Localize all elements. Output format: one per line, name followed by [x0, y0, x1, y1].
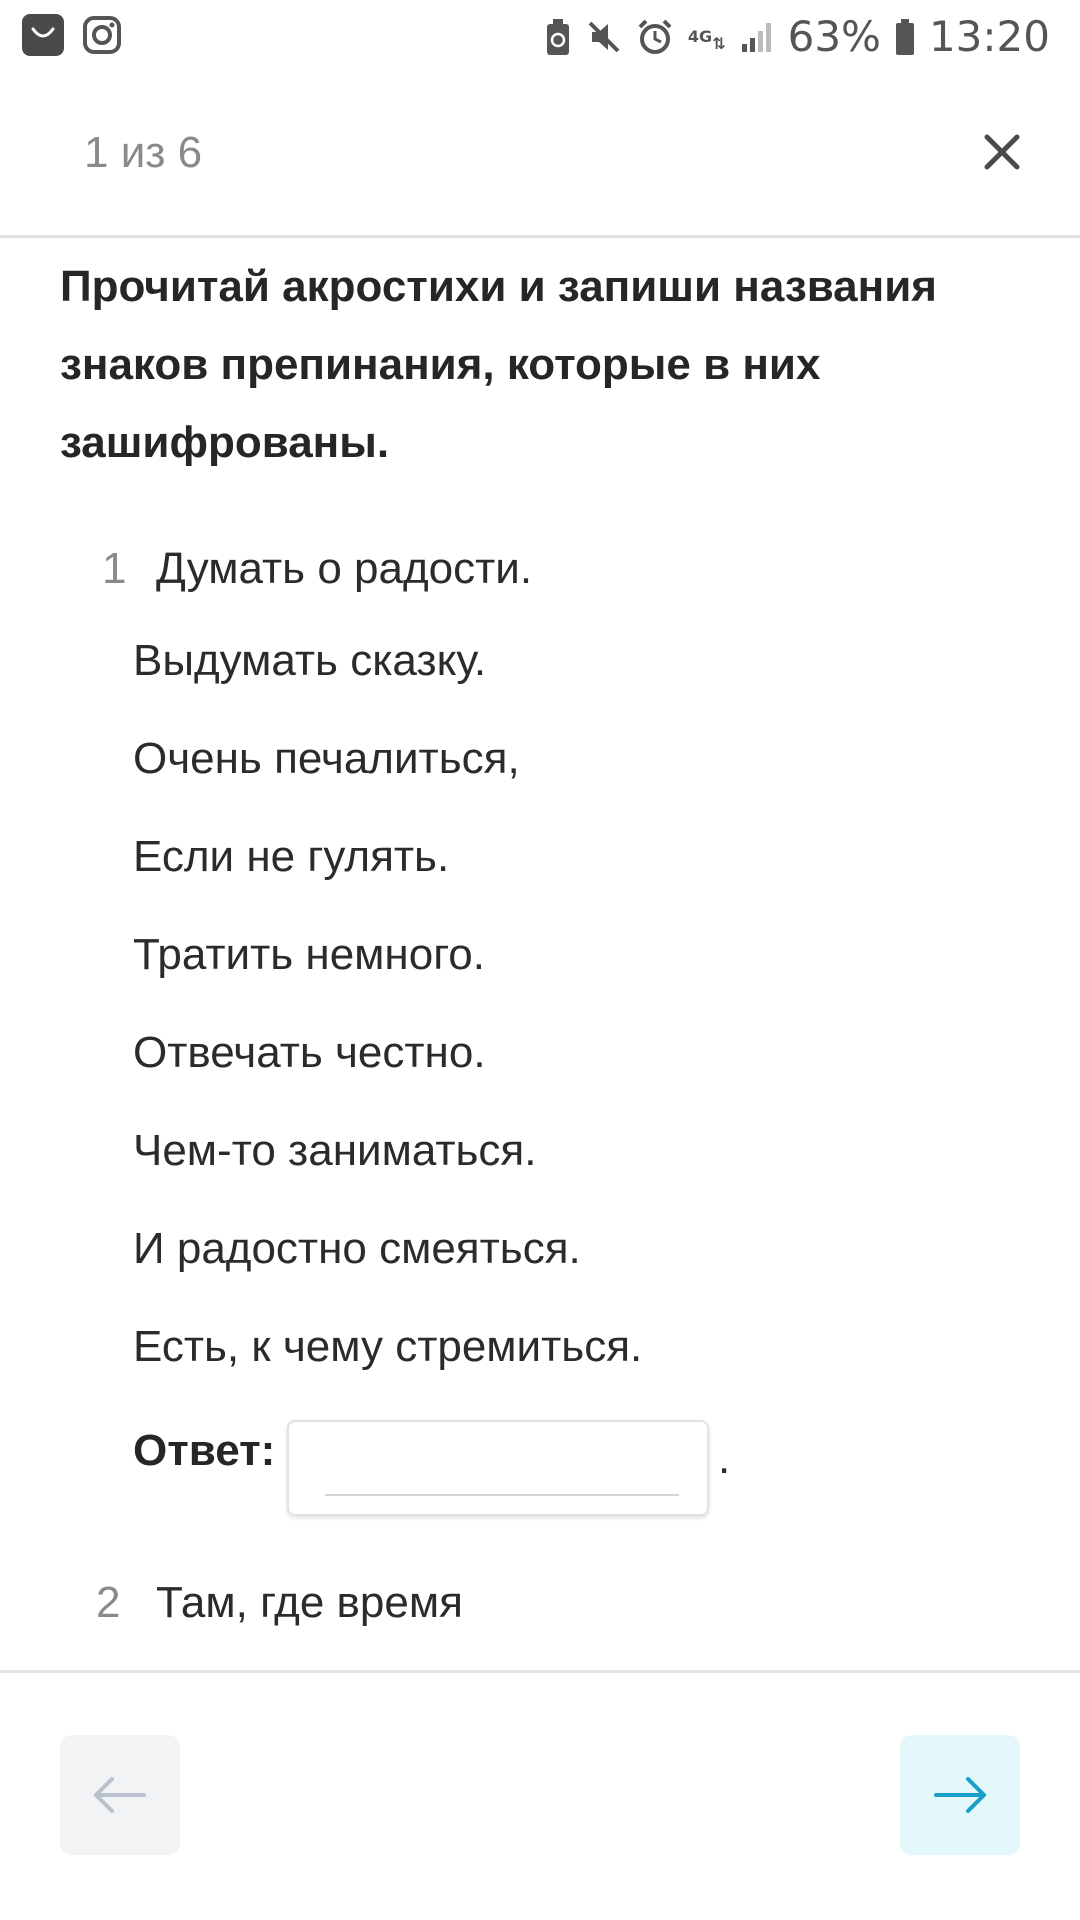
- item-number: 1: [102, 544, 127, 593]
- battery-percent: 63%: [787, 12, 881, 61]
- poem-line: Там, где время: [156, 1578, 463, 1627]
- next-button[interactable]: [900, 1735, 1020, 1855]
- poem-line: Есть, к чему стремиться.: [133, 1322, 643, 1371]
- status-bar-right: [544, 12, 1050, 61]
- poem-line: Если не гулять.: [133, 832, 450, 881]
- poem-line: Отвечать честно.: [133, 1028, 486, 1077]
- answer-input[interactable]: [325, 1440, 679, 1496]
- clock: 13:20: [928, 12, 1050, 61]
- task-content: [0, 238, 1080, 1670]
- battery-saver-icon: [544, 17, 572, 57]
- poem-line: Выдумать сказку.: [133, 636, 487, 685]
- status-bar: [0, 0, 1080, 72]
- arrow-left-icon: [92, 1775, 148, 1815]
- network-type: 4G ⇅: [687, 26, 726, 53]
- navigation-footer: [0, 1670, 1080, 1920]
- signal-icon: [740, 20, 774, 54]
- battery-icon: [895, 18, 915, 56]
- item-number: 2: [96, 1578, 121, 1627]
- arrow-right-icon: [932, 1775, 988, 1815]
- poem-line: Очень печалиться,: [133, 734, 520, 783]
- poem-line: Тратить немного.: [133, 930, 485, 979]
- mute-icon: [586, 19, 622, 55]
- close-button[interactable]: [974, 124, 1030, 180]
- poem-line: И радостно смеяться.: [133, 1224, 581, 1273]
- answer-label: Ответ:: [133, 1426, 276, 1475]
- poem-line: Чем-то заниматься.: [133, 1126, 537, 1175]
- page-counter: 1 из 6: [84, 128, 203, 177]
- alarm-icon: [636, 18, 674, 56]
- task-title: Прочитай акростихи и запиши названия знаков препинания, которые в них зашифрованы.: [60, 262, 937, 467]
- close-icon: [984, 134, 1020, 170]
- poem-line: Думать о радости.: [156, 544, 533, 593]
- answer-suffix: .: [718, 1434, 731, 1483]
- quiz-header: [0, 72, 1080, 238]
- app-icon: [22, 14, 64, 56]
- answer-box: [287, 1420, 709, 1516]
- previous-button[interactable]: [60, 1735, 180, 1855]
- status-bar-left: [22, 14, 122, 56]
- instagram-icon: [82, 14, 122, 56]
